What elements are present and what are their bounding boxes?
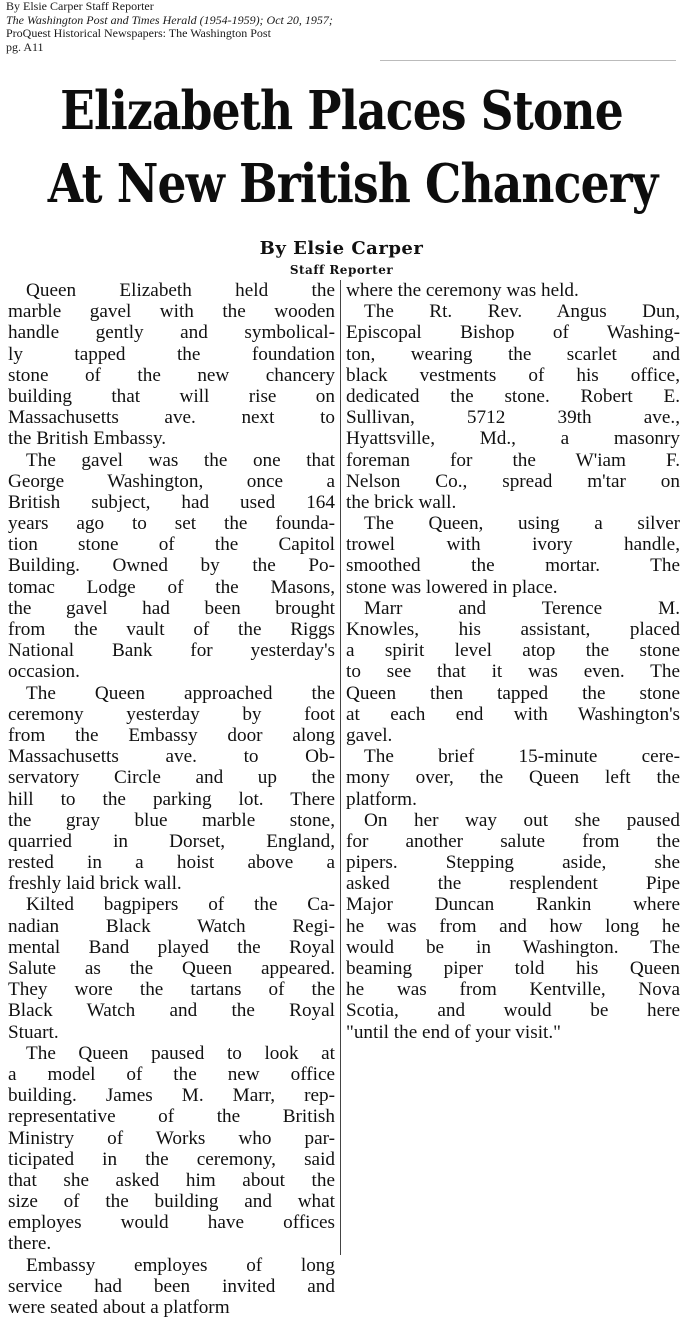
article-line: Episcopal Bishop of Washing- (346, 322, 680, 344)
article-line: foreman for the W'iam F. (346, 449, 680, 471)
article-line: servatory Circle and up the (8, 767, 335, 789)
article-line: The Queen, using a silver (364, 513, 680, 535)
article-line: ton, wearing the scarlet and (346, 343, 680, 365)
article-line: trowel with ivory handle, (346, 534, 680, 556)
article-line: asked the resplendent Pipe (346, 873, 680, 895)
article-line: years ago to set the founda- (8, 513, 335, 535)
article-paragraph (346, 280, 680, 301)
article-line: The gavel was the one that (26, 449, 335, 471)
article-line: The Rt. Rev. Angus Dun, (364, 301, 680, 323)
article-line: Hyattsville, Md., a masonry (346, 428, 680, 450)
article-line: handle gently and symbolical- (8, 322, 335, 344)
article-line: "until the end of your visit." (346, 1021, 561, 1043)
article-paragraph (346, 301, 680, 513)
article-line: British subject, had used 164 (8, 491, 335, 513)
article-line: the gavel had been brought (8, 597, 335, 619)
article-line: from the vault of the Riggs (8, 619, 335, 640)
article-line: Scotia, and would be here (346, 1000, 680, 1022)
article-line: ticipated in the ceremony, said (8, 1148, 335, 1170)
article-line: pipers. Stepping aside, she (346, 852, 680, 874)
article-line: smoothed the mortar. The (346, 555, 680, 577)
article-line: that she asked him about the (8, 1169, 335, 1191)
article-line: Major Duncan Rankin where (346, 894, 680, 916)
article-line: platform. (346, 788, 417, 810)
article-line: there. (8, 1233, 52, 1255)
article-paragraph (8, 1255, 335, 1318)
source-publication: The Washington Post and Times Herald (1954-1959); Oct 20, 1957; (6, 13, 333, 27)
article-line: Massachusetts ave. to Ob- (8, 746, 335, 768)
article-line: hill to the parking lot. There (8, 788, 335, 810)
article-column-right (346, 280, 680, 1043)
article-line: Salute as the Queen appeared. (8, 958, 335, 979)
article-line: dedicated the stone. Robert E. (346, 385, 680, 407)
article-line: Black Watch and the Royal (8, 1000, 335, 1022)
headline-line-1: Elizabeth Places Stone (60, 80, 623, 142)
article-line: mental Band played the Royal (8, 936, 335, 958)
article-line: rested in a hoist above a (8, 852, 335, 874)
article-line: a model of the new office (8, 1063, 335, 1085)
byline-name: By Elsie Carper (259, 238, 424, 259)
article-column-left (8, 280, 335, 1318)
article-line: freshly laid brick wall. (8, 873, 182, 895)
article-line: size of the building and what (8, 1191, 335, 1213)
article-line: gavel. (346, 724, 393, 746)
column-divider (340, 280, 341, 1255)
article-paragraph (8, 683, 335, 895)
article-line: service had been invited and (8, 1275, 335, 1297)
byline-role: Staff Reporter (289, 263, 394, 277)
article-line: Stuart. (8, 1021, 59, 1043)
article-line: Knowles, his assistant, placed (346, 619, 680, 640)
article-line: tion stone of the Capitol (8, 534, 335, 556)
article-line: the gray blue marble stone, (8, 809, 335, 831)
article-line: the brick wall. (346, 491, 457, 513)
article-line: he was from and how long he (346, 915, 680, 937)
article-line: marble gavel with the wooden (8, 301, 335, 323)
article-line: tomac Lodge of the Masons, (8, 576, 335, 598)
source-citation (6, 0, 676, 54)
article-line: Ministry of Works who par- (8, 1127, 335, 1149)
article-line: Sullivan, 5712 39th ave., (346, 407, 680, 429)
article-line: building. James M. Marr, rep- (8, 1085, 335, 1107)
article-line: from the Embassy door along (8, 724, 335, 746)
article-line: Nelson Co., spread m'tar on (346, 470, 680, 492)
article-line: Marr and Terence M. (364, 597, 680, 619)
article-line: stone was lowered in place. (346, 576, 558, 598)
article-line: The brief 15-minute cere- (364, 746, 680, 768)
article-paragraph (346, 810, 680, 1043)
article-paragraph (8, 894, 335, 1042)
article-paragraph (8, 280, 335, 450)
article-line: were seated about a platform (8, 1297, 230, 1318)
article-line: nadian Black Watch Regi- (8, 915, 335, 937)
article-line: mony over, the Queen left the (346, 767, 680, 789)
article-line: Queen Elizabeth held the (26, 280, 335, 301)
article-line: stone of the new chancery (8, 364, 335, 386)
article-line: employes would have offices (8, 1212, 335, 1234)
article-line: would be in Washington. The (346, 936, 680, 958)
article-line: ceremony yesterday by foot (8, 703, 335, 725)
article-line: the British Embassy. (8, 428, 167, 450)
headline-line-2: At New British Chancery (47, 153, 658, 215)
article-line: Queen then tapped the stone (346, 682, 680, 704)
article-line: quarried in Dorset, England, (8, 830, 335, 852)
article-paragraph (346, 746, 680, 810)
header-rule (380, 60, 676, 61)
article-line: George Washington, once a (8, 470, 335, 492)
article-paragraph (8, 1043, 335, 1255)
article-line: The Queen paused to look at (26, 1042, 335, 1064)
article-line: Embassy employes of long (26, 1254, 335, 1276)
article-line: occasion. (8, 661, 80, 683)
article-line: he was from Kentville, Nova (346, 979, 680, 1001)
article-line: beaming piper told his Queen (346, 958, 680, 979)
article-paragraph (346, 598, 680, 746)
source-database: ProQuest Historical Newspapers: The Washington Post (6, 27, 271, 40)
article-line: a spirit level atop the stone (346, 640, 680, 662)
source-page: pg. A11 (6, 40, 44, 54)
article-line: National Bank for yesterday's (8, 640, 335, 662)
article-line: ly tapped the foundation (8, 343, 335, 365)
article-line: The Queen approached the (26, 682, 335, 704)
article-line: Massachusetts ave. next to (8, 407, 335, 429)
article-line: where the ceremony was held. (346, 280, 579, 301)
source-byline: By Elsie Carper Staff Reporter (6, 0, 154, 13)
article-line: at each end with Washington's (346, 703, 680, 725)
article-line: Kilted bagpipers of the Ca- (26, 894, 335, 916)
article-line: black vestments of his office, (346, 364, 680, 386)
article-line: On her way out she paused (364, 809, 680, 831)
article-line: for another salute from the (346, 830, 680, 852)
article-line: representative of the British (8, 1106, 335, 1128)
article-paragraph (8, 450, 335, 683)
article-line: to see that it was even. The (346, 661, 680, 683)
article-line: building that will rise on (8, 385, 335, 407)
article-paragraph (346, 513, 680, 598)
article-line: They wore the tartans of the (8, 979, 335, 1001)
article-line: Building. Owned by the Po- (8, 555, 335, 577)
